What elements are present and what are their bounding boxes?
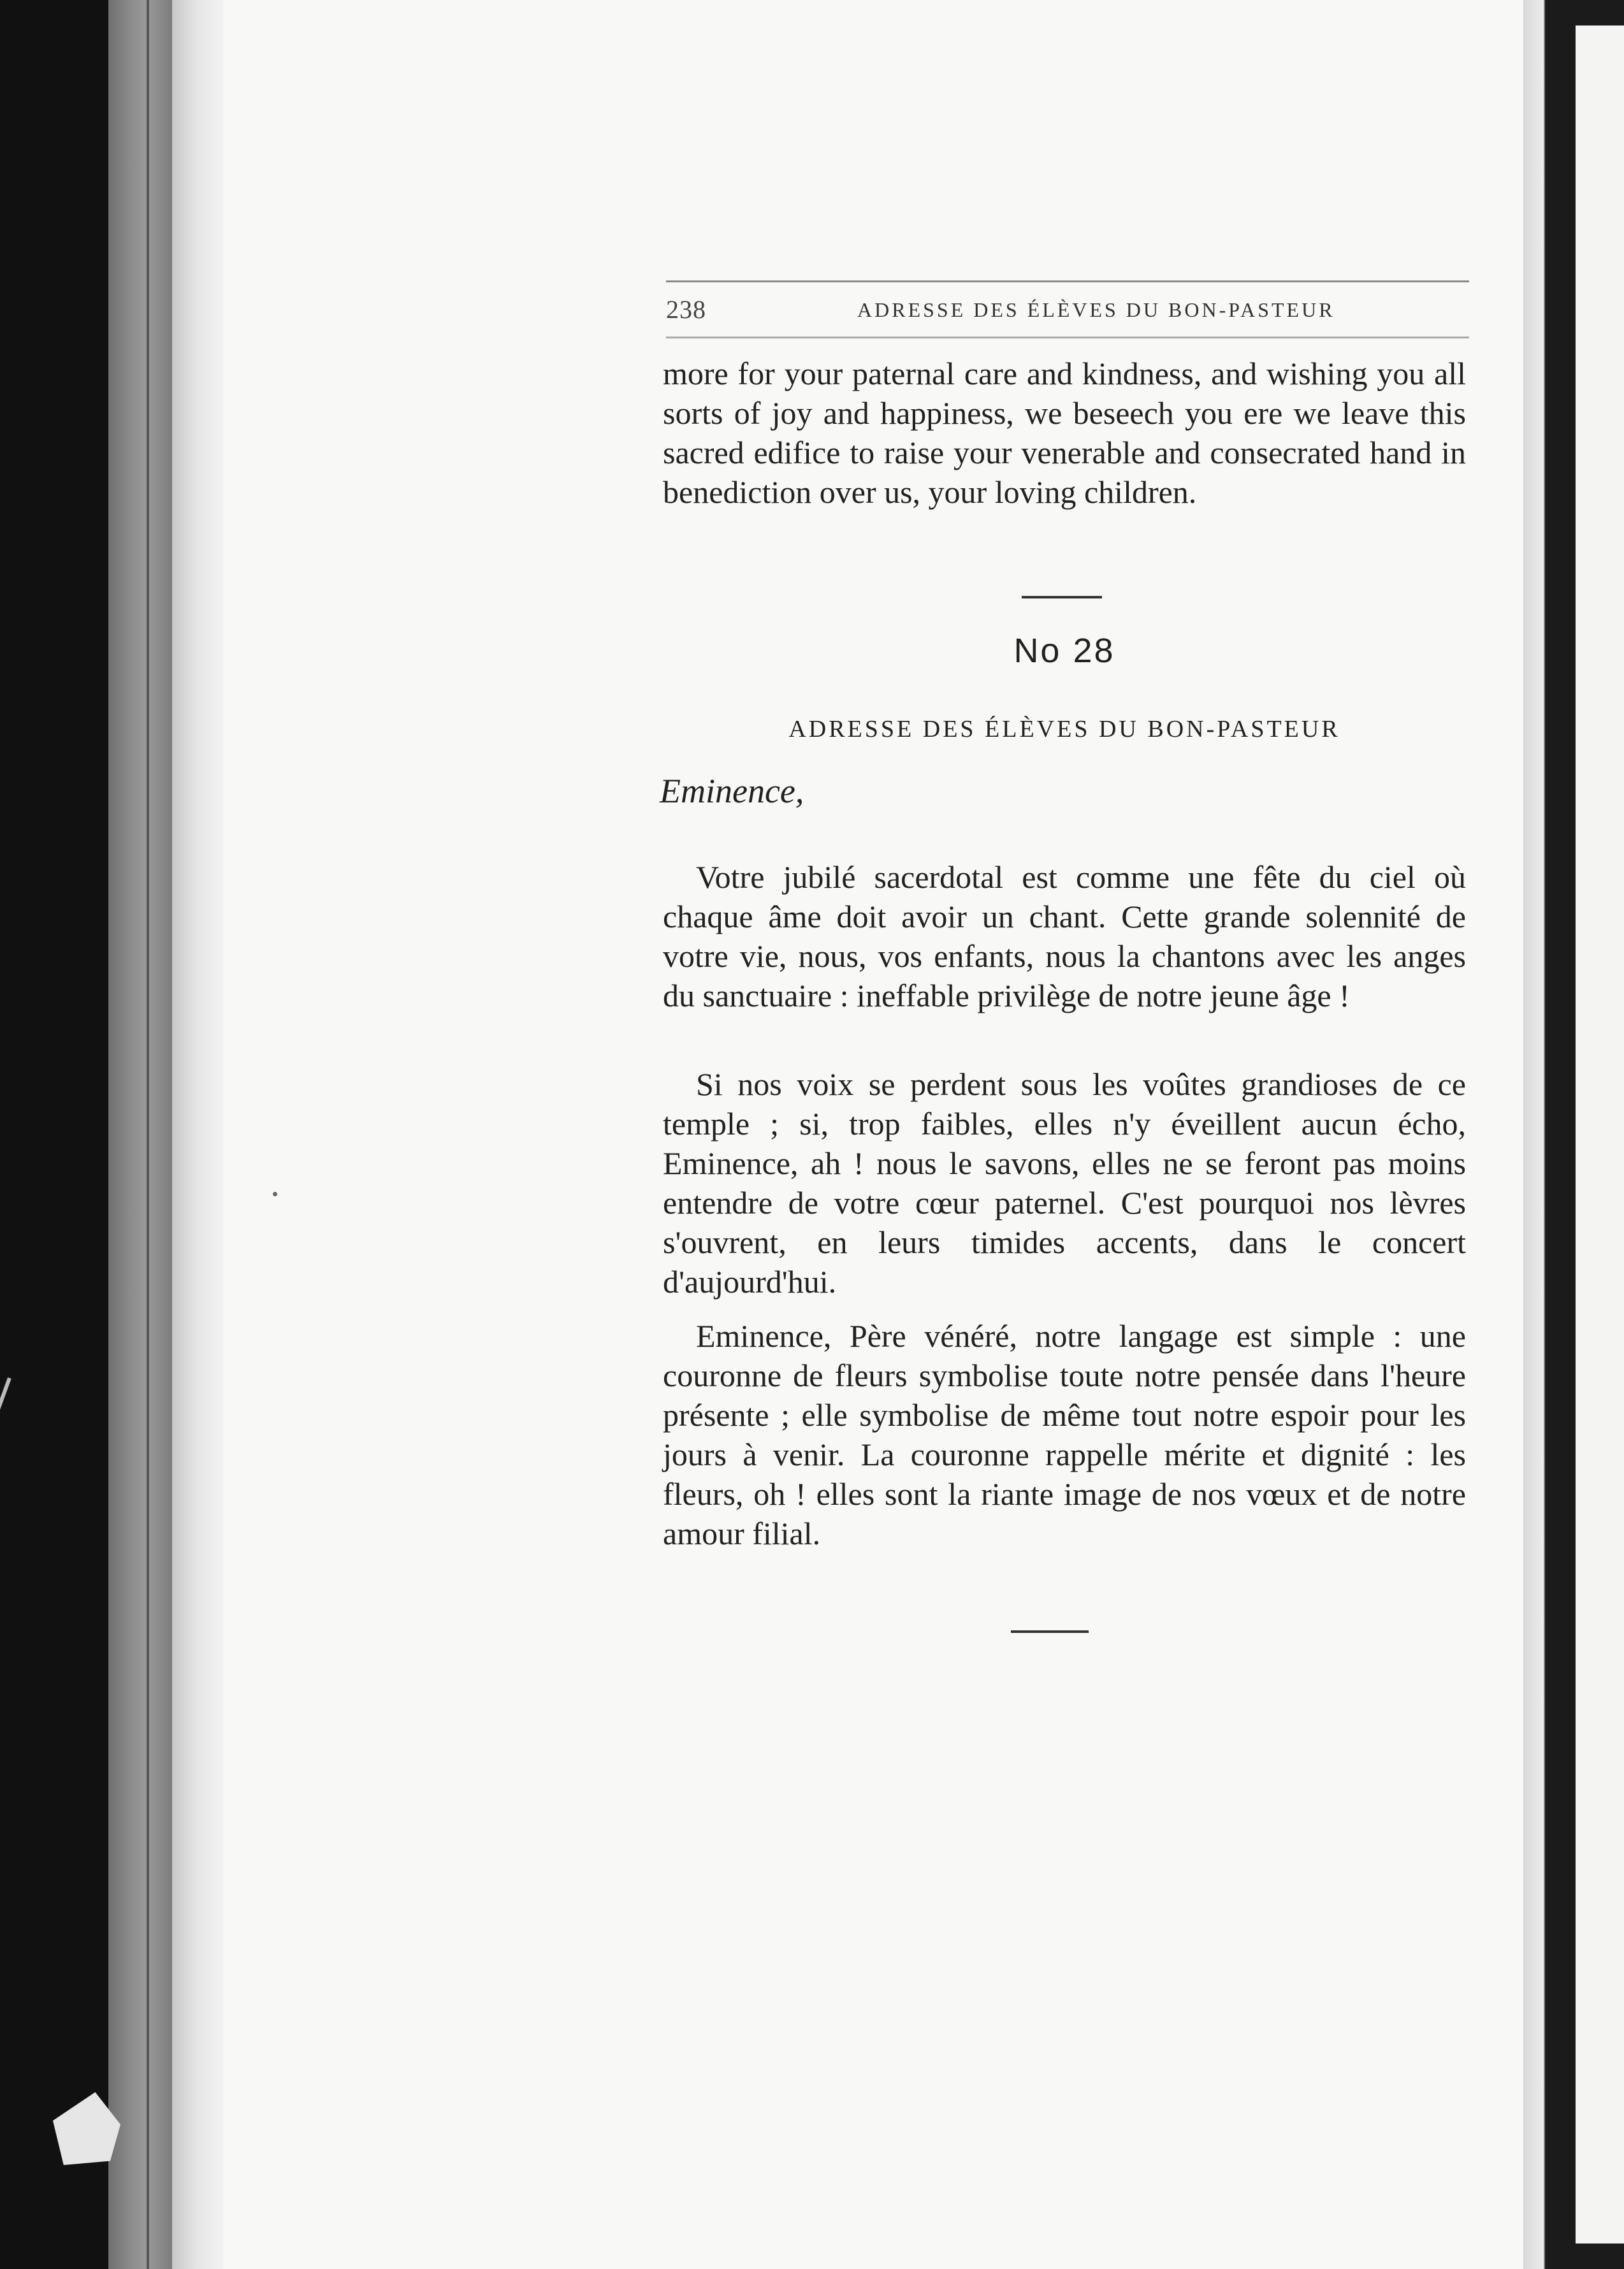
book-binding — [108, 0, 172, 2269]
body-paragraph: Votre jubilé sacerdotal est comme une fête du ciel où chaque âme doit avoir un chant. Cette grande solennité de votre vie, nous, vos enfants, nous la chantons avec les anges du sanctuaire : ineffable privilège de notre jeune âge ! — [663, 859, 1466, 1013]
body-paragraph: Eminence, Père vénéré, notre langage est simple : une couronne de fleurs symbolise toute notre pensée dans l'heure présente ; elle symbolise de même tout notre espoir pour les jours à venir. La couronne rappelle mérite et dignité : les fleurs, oh ! elles sont la riante image de nos vœux et de notre amour filial. — [663, 1318, 1466, 1551]
salutation: Eminence, — [660, 772, 804, 810]
section-divider-rule — [1022, 596, 1102, 598]
body-paragraph: Si nos voix se perdent sous les voûtes grandioses de ce temple ; si, trop faibles, elles n'y éveillent aucun écho, Eminence, ah ! nous le savons, elles ne se feront pas moins entendre de votre cœur paternel. C'est pourquoi nos lèvres s'ouvrent, en leurs timides accents, dans le concert d'aujourd'hui. — [663, 1066, 1466, 1300]
scan-speck — [273, 1192, 277, 1196]
facing-page-sliver — [1576, 25, 1624, 2244]
head-rule-bottom — [666, 337, 1469, 338]
section-number: No 28 — [1013, 632, 1115, 670]
end-divider-rule — [1011, 1630, 1089, 1633]
head-rule-top — [666, 280, 1469, 282]
section-title: ADRESSE DES ÉLÈVES DU BON-PASTEUR — [788, 716, 1340, 743]
running-head — [666, 280, 1469, 344]
page-edge-stack — [172, 0, 223, 2269]
binding-stitch-line — [147, 0, 149, 2269]
continuation-paragraph: more for your paternal care and kindness, and wishing you all sorts of joy and happiness, we beseech you ere we leave this sacred edifice to raise your venerable and consecrated hand in benediction over us, your loving children. — [663, 356, 1466, 510]
running-title: ADRESSE DES ÉLÈVES DU BON-PASTEUR — [857, 298, 1335, 321]
page-number: 238 — [666, 295, 706, 324]
